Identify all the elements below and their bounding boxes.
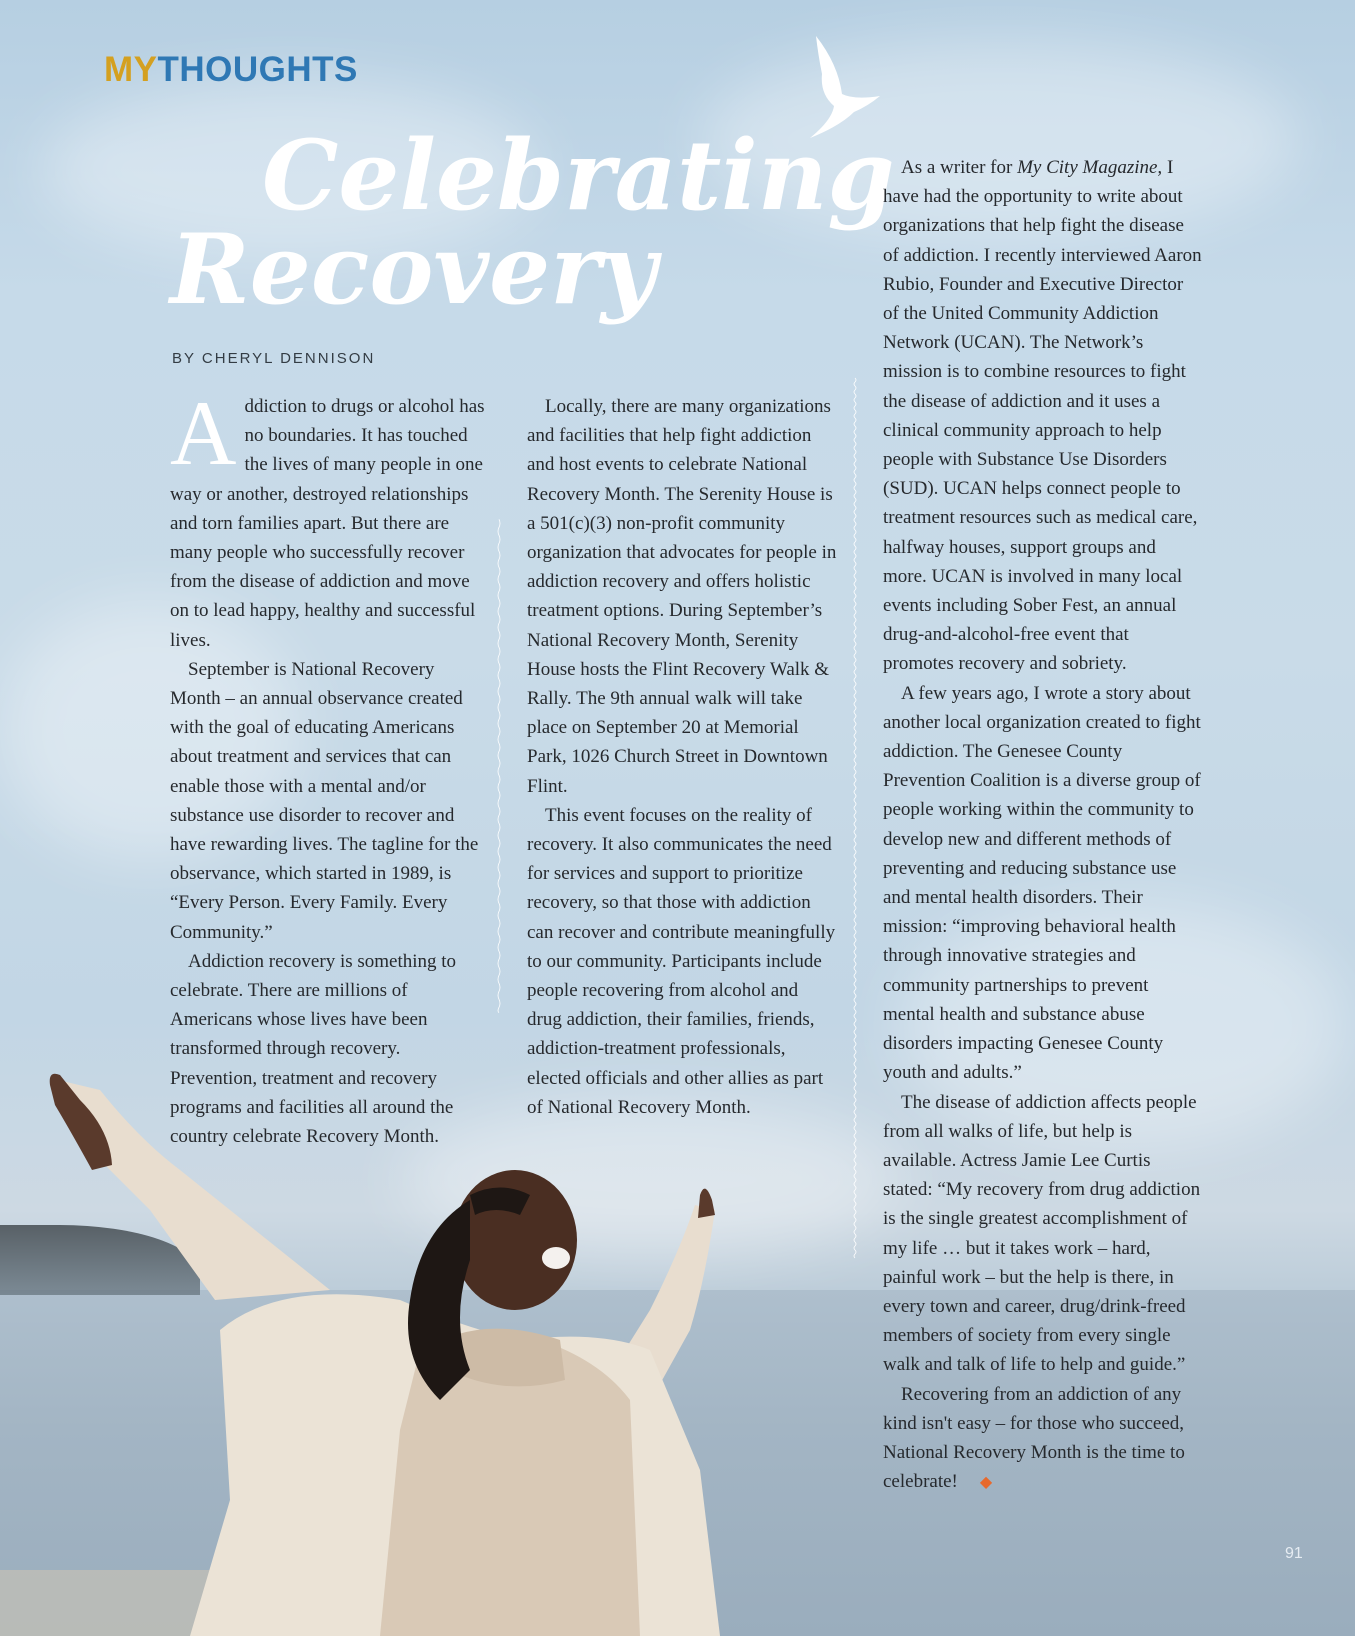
paragraph: [170, 382, 485, 655]
magazine-name: My City Magazine,: [1017, 157, 1163, 178]
paragraph: September is National Recovery Month – an annual observance created with the goal of educating Americans about treatment and services that can enable those with a mental and/or substance use disorder to recover and have rewarding lives. The tagline for the observance, which started in 1989, is “Every Person. Every Family. Every Community.”: [170, 658, 479, 943]
page-number: 91: [1285, 1545, 1303, 1562]
paragraph-text: As a writer for: [901, 157, 1018, 178]
kicker-thoughts: THOUGHTS: [157, 50, 358, 89]
paragraph-text: Recovering from an addiction of any kind isn't easy – for those who succeed, National Recovery Month is the time to celebrate!: [883, 1383, 1185, 1493]
section-kicker: [104, 50, 358, 90]
byline: BY CHERYL DENNISON: [172, 350, 376, 367]
paragraph: [883, 1380, 1203, 1498]
article-column-1: [170, 382, 485, 1151]
paragraph: [883, 153, 1203, 679]
title-line-2: Recovery: [170, 213, 657, 326]
drop-cap: A: [170, 382, 237, 484]
article-column-2: [527, 392, 837, 1122]
paragraph-text: I have had the opportunity to write about organizations that help fight the disease of addiction. I recently interviewed Aaron Rubio, Founder and Executive Director of the United Community Addiction Network (UCAN). The Network’s mission is to combine resources to fight the disease of addiction and it uses a clinical community approach to help people with Substance Use Disorders (SUD). UCAN helps connect people to treatment resources such as medical care, halfway houses, support groups and more. UCAN is involved in many local events including Sober Fest, an annual drug-and-alcohol-free event that promotes recovery and sobriety.: [883, 157, 1202, 675]
column-divider: [853, 158, 857, 1478]
paragraph-text: ddiction to drugs or alcohol has no boundaries. It has touched the lives of many people in one way or another, destroyed relationships and torn families apart. But there are many people who successfully recover from the disease of addiction and move on to lead happy, healthy and successful lives.: [170, 396, 485, 651]
paragraph: Locally, there are many organizations and facilities that help fight addiction and host events to celebrate National Recovery Month. The Serenity House is a 501(c)(3) non-profit community organization that advocates for people in addiction recovery and offers holistic treatment options. During September’s National Recovery Month, Serenity House hosts the Flint Recovery Walk & Rally. The 9th annual walk will take place on September 20 at Memorial Park, 1026 Church Street in Downtown Flint.: [527, 396, 837, 797]
kicker-my: MY: [104, 50, 158, 89]
paragraph: Addiction recovery is something to celebrate. There are millions of Americans whose lives have been transformed through recovery. Prevention, treatment and recovery programs and facilities all around the country celebrate Recovery Month.: [170, 950, 457, 1148]
paragraph: A few years ago, I wrote a story about another local organization created to fight addiction. The Genesee County Prevention Coalition is a diverse group of people working within the community to develop new and different methods of preventing and reducing substance use and mental health disorders. Their mission: “improving behavioral health through innovative strategies and community partnerships to prevent mental health and substance abuse disorders impacting Genesee County youth and adults.”: [883, 682, 1201, 1084]
end-mark-icon: ◆: [979, 1474, 993, 1492]
paragraph: The disease of addiction affects people from all walks of life, but help is available. Actress Jamie Lee Curtis stated: “My recovery from drug addiction is the single greatest accomplishment of my life … but it takes work – hard, painful work – but the help is there, in every town and career, drug/drink-freed members of society from every single walk and talk of life to help and guide.”: [883, 1091, 1201, 1376]
column-divider: [497, 396, 501, 1136]
paragraph: This event focuses on the reality of recovery. It also communicates the need for services and support to prioritize recovery, so that those with addiction can recover and contribute meaningfully to our community. Participants include people recovering from alcohol and drug addiction, their families, friends, addiction-treatment professionals, elected officials and other allies as part of National Recovery Month.: [527, 804, 836, 1118]
title-line-1: Celebrating: [262, 119, 895, 232]
article-column-3: [883, 153, 1203, 1497]
